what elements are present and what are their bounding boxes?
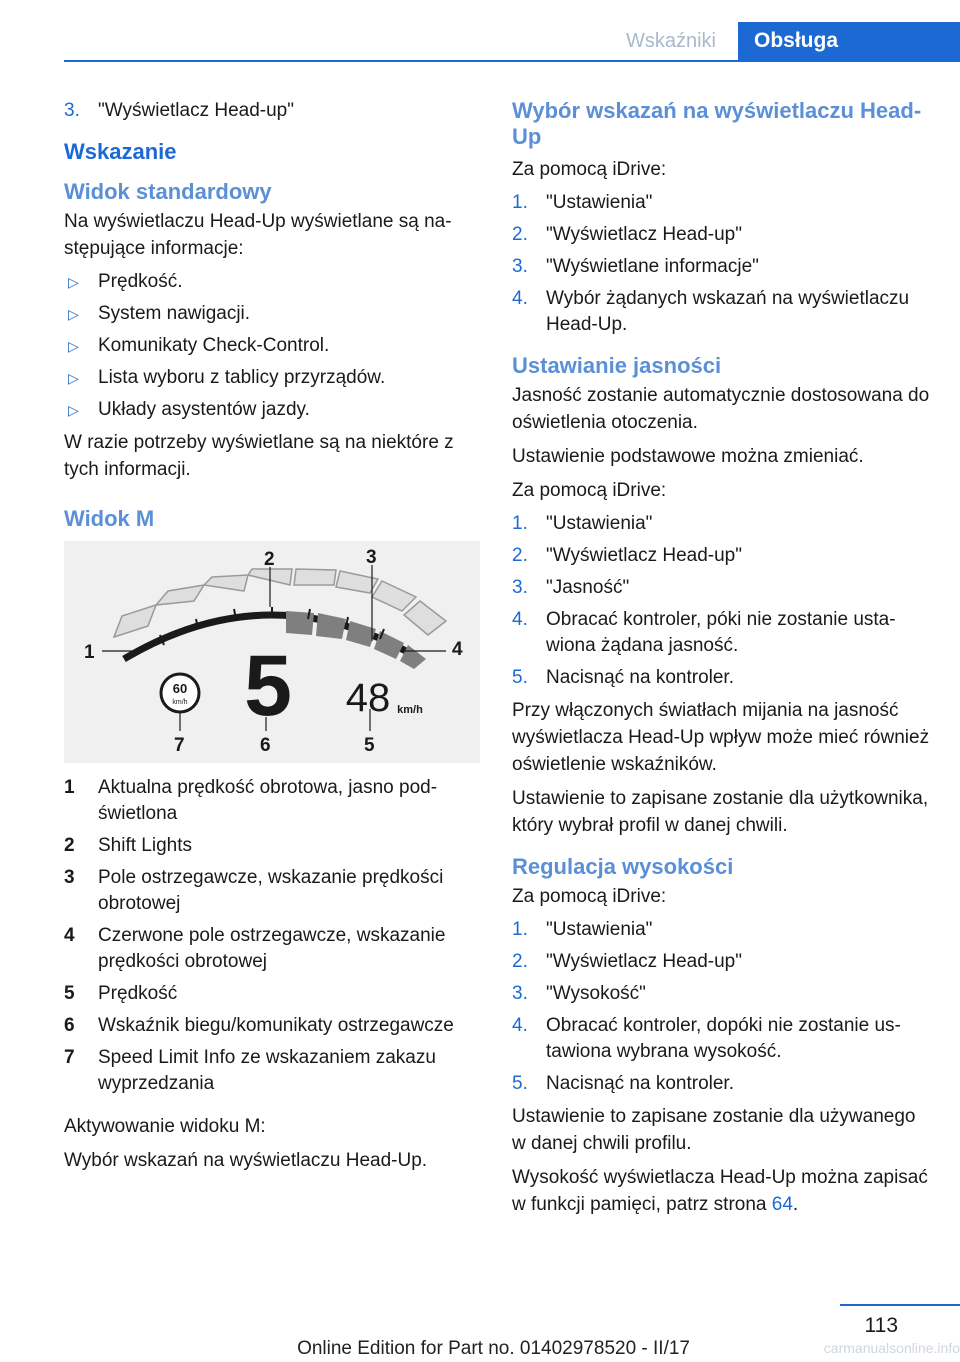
list-item: ▷ Lista wyboru z tablicy przyrządów.	[64, 365, 480, 391]
brightness-p1: Jasność zostanie automatycznie dostosowana do oświetlenia otoczenia.	[512, 385, 930, 433]
figure-legend	[64, 775, 480, 1097]
legend-item: 2 Shift Lights	[64, 835, 192, 856]
speed-unit: km/h	[397, 704, 423, 716]
idrive-intro: Za pomocą iDrive:	[512, 159, 667, 180]
list-item: ▷ Komunikaty Check-Control.	[64, 333, 480, 359]
list-item: 3. "Wyświetlane informacje"	[512, 256, 759, 277]
steps-height	[512, 917, 932, 1097]
section-tab-operation[interactable]: Obsługa	[738, 22, 960, 60]
idrive-intro: Za pomocą iDrive:	[512, 886, 667, 907]
legend-item: 4 Czerwone pole ostrzegawcze, wskazanie prędkości obrotowej	[64, 925, 446, 972]
section-heading: Wskazanie	[64, 139, 177, 164]
triangle-bullet-icon: ▷	[68, 306, 79, 322]
list-item: 5. Nacisnąć na kontroler.	[512, 667, 734, 688]
right-column	[512, 98, 932, 1225]
list-item: ▷ System nawigacji.	[64, 301, 480, 327]
step-number: 3.	[64, 100, 80, 121]
page-footer	[0, 1300, 960, 1362]
page-number: 113	[864, 1314, 898, 1337]
brightness-p2: Ustawienie podstawowe można zmieniać.	[512, 446, 864, 467]
list-item: 1. "Ustawienia"	[512, 919, 653, 940]
legend-item: 5 Prędkość	[64, 983, 178, 1004]
subheading-height: Regulacja wysokości	[512, 854, 734, 879]
subheading-select-display: Wybór wskazań na wyświetlaczu Head-Up	[512, 98, 922, 149]
watermark: carmanualsonline.info	[823, 1340, 960, 1356]
triangle-bullet-icon: ▷	[68, 274, 79, 290]
list-item: 2. "Wyświetlacz Head-up"	[512, 224, 742, 245]
speed-readout: 48	[345, 676, 391, 720]
list-item: ▷ Układy asystentów jazdy.	[64, 397, 480, 423]
gear-indicator: 5	[244, 638, 292, 734]
steps-brightness	[512, 511, 932, 691]
intro-paragraph: Na wyświetlaczu Head-Up wyświetlane są następujące informacje:	[64, 211, 452, 259]
list-item: 2. "Wyświetlacz Head-up"	[512, 951, 742, 972]
list-item	[64, 98, 480, 124]
callout-5: 5	[364, 735, 375, 756]
page-header	[0, 0, 960, 62]
list-item: 5. Nacisnąć na kontroler.	[512, 1073, 734, 1094]
callout-2: 2	[264, 549, 275, 570]
section-tab-indicators[interactable]: Wskaźniki	[625, 30, 716, 52]
callout-4: 4	[452, 639, 463, 660]
header-rule	[64, 60, 960, 62]
steps-select-display	[512, 190, 932, 338]
bullet-list	[64, 269, 480, 423]
legend-item: 1 Aktualna prędkość obrotowa, jasno podświetlona	[64, 777, 438, 824]
svg-text:km/h: km/h	[172, 699, 188, 706]
legend-item: 7 Speed Limit Info ze wskazaniem zakazu wyprzedzania	[64, 1047, 436, 1094]
height-p2: Wysokość wyświetlacza Head-Up można zapisać w funkcji pamięci, patrz strona 64.	[512, 1167, 928, 1215]
left-column	[64, 98, 480, 1181]
activate-text: Wybór wskazań na wyświetlaczu Head-Up.	[64, 1150, 428, 1171]
triangle-bullet-icon: ▷	[68, 338, 79, 354]
idrive-intro: Za pomocą iDrive:	[512, 480, 667, 501]
continued-steps	[64, 98, 480, 124]
legend-item: 3 Pole ostrzegawcze, wskazanie prędkości obrotowej	[64, 867, 444, 914]
footer-rule	[840, 1304, 960, 1306]
list-item: 1. "Ustawienia"	[512, 192, 653, 213]
svg-text:60: 60	[172, 681, 188, 696]
step-text: "Wyświetlacz Head-up"	[98, 100, 294, 121]
height-p1: Ustawienie to zapisane zostanie dla używanego w danej chwili profilu.	[512, 1106, 916, 1154]
hud-m-view-illustration	[64, 541, 480, 763]
callout-3: 3	[366, 547, 377, 568]
list-item: 4. Obracać kontroler, dopóki nie zostanie ustawiona wybrana wysokość.	[512, 1015, 901, 1062]
note-paragraph: W razie potrzeby wyświetlane są na niektóre z tych informacji.	[64, 432, 454, 480]
list-item: 1. "Ustawienia"	[512, 513, 653, 534]
callout-7: 7	[174, 735, 185, 756]
list-item: 3. "Wysokość"	[512, 983, 646, 1004]
hud-diagram	[64, 541, 480, 763]
subheading-standard-view: Widok standardowy	[64, 179, 272, 204]
subheading-brightness: Ustawianie jasności	[512, 353, 722, 378]
callout-1: 1	[84, 642, 95, 663]
list-item: 4. Wybór żądanych wskazań na wyświetlaczu Head-Up.	[512, 288, 910, 335]
legend-item: 6 Wskaźnik biegu/komunikaty ostrzegawcze	[64, 1015, 454, 1036]
list-item: 3. "Jasność"	[512, 577, 630, 598]
brightness-p4: Ustawienie to zapisane zostanie dla użytkownika, który wybrał profil w danej chwili.	[512, 788, 929, 836]
page-link[interactable]: 64	[771, 1194, 793, 1215]
triangle-bullet-icon: ▷	[68, 402, 79, 418]
list-item: 4. Obracać kontroler, póki nie zostanie ustawiona żądana jasność.	[512, 609, 896, 656]
edition-note: Online Edition for Part no. 01402978520 - II/17	[297, 1338, 690, 1359]
subheading-m-view: Widok M	[64, 506, 155, 531]
callout-6: 6	[260, 735, 271, 756]
list-item: ▷ Prędkość.	[64, 269, 480, 295]
triangle-bullet-icon: ▷	[68, 370, 79, 386]
brightness-p3: Przy włączonych światłach mijania na jasność wyświetlacza Head-Up wpływ może mieć również oświetlenie wskaźników.	[512, 700, 930, 775]
activate-label: Aktywowanie widoku M:	[64, 1116, 266, 1137]
list-item: 2. "Wyświetlacz Head-up"	[512, 545, 742, 566]
